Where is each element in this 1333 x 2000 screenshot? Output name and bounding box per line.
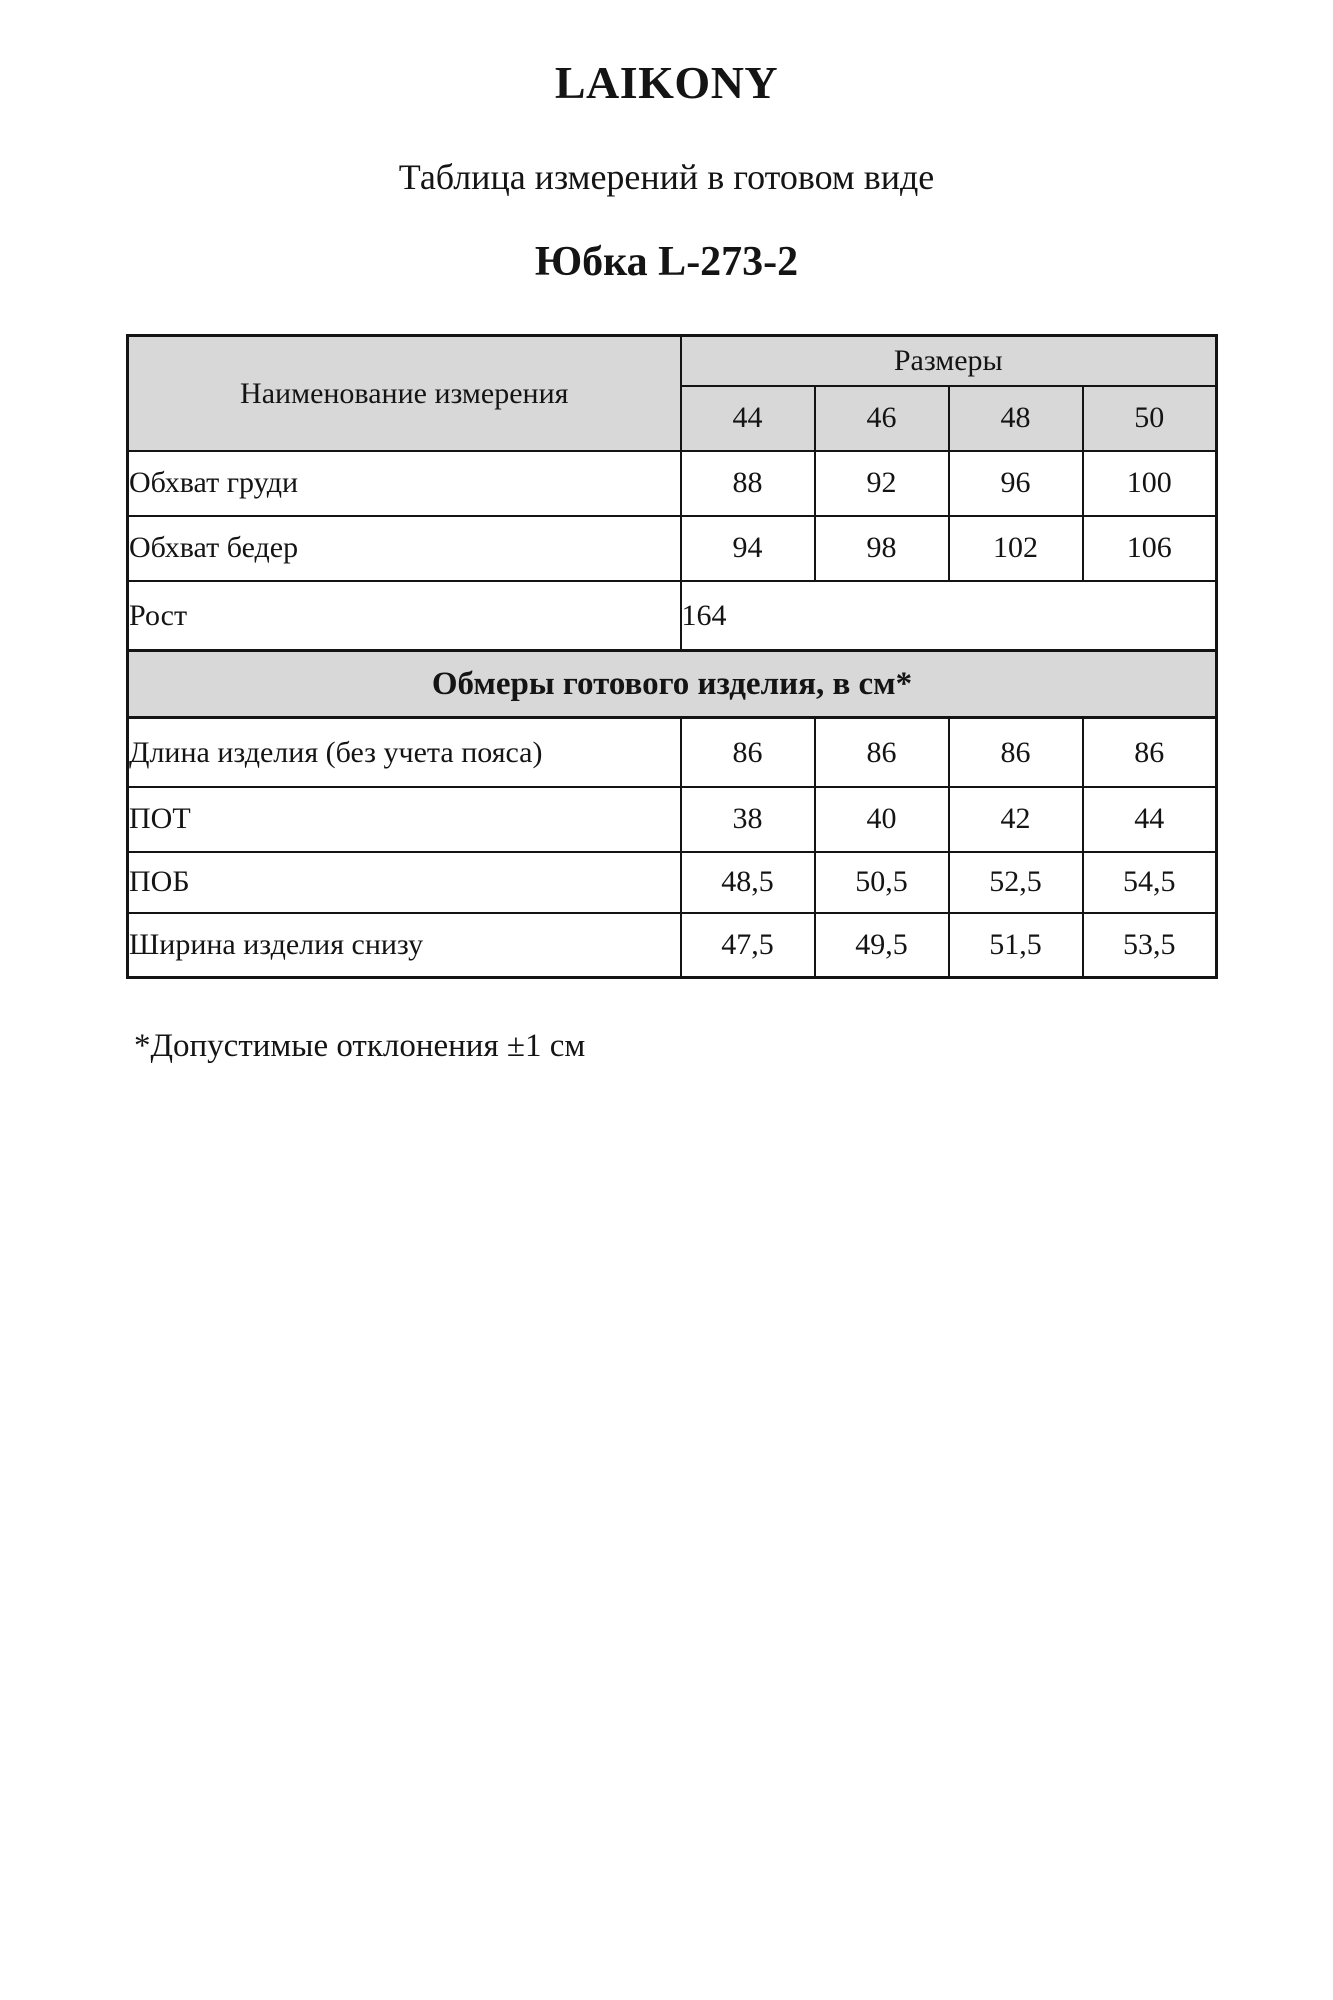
cell-value: 86 (1083, 718, 1217, 787)
cell-value: 48,5 (681, 852, 815, 913)
table-section-header-row (128, 651, 1217, 718)
document-subtitle: Таблица измерений в готовом виде (398, 156, 935, 197)
cell-value: 98 (815, 516, 949, 581)
document-header (0, 0, 1333, 286)
cell-value: 86 (681, 718, 815, 787)
cell-value: 86 (949, 718, 1083, 787)
column-header-measurement-name: Наименование измерения (128, 336, 681, 451)
row-label: Ширина изделия снизу (128, 913, 681, 978)
size-header-48: 48 (949, 386, 1083, 451)
cell-value: 38 (681, 787, 815, 852)
row-label: ПОБ (128, 852, 681, 913)
cell-value: 88 (681, 451, 815, 516)
tolerance-footnote: *Допустимые отклонения ±1 см (134, 1028, 586, 1065)
cell-value: 50,5 (815, 852, 949, 913)
row-label: ПОТ (128, 787, 681, 852)
row-label: Обхват бедер (128, 516, 681, 581)
size-table (126, 334, 1218, 979)
cell-value: 92 (815, 451, 949, 516)
cell-value: 86 (815, 718, 949, 787)
row-label: Обхват груди (128, 451, 681, 516)
cell-value: 94 (681, 516, 815, 581)
cell-value: 106 (1083, 516, 1217, 581)
table-row-hips (128, 516, 1217, 581)
cell-value: 96 (949, 451, 1083, 516)
table-row-length (128, 718, 1217, 787)
table-row-bottom-width (128, 913, 1217, 978)
brand-title: LAIKONY (554, 57, 779, 108)
row-label: Длина изделия (без учета пояса) (128, 718, 681, 787)
cell-value: 42 (949, 787, 1083, 852)
cell-value: 47,5 (681, 913, 815, 978)
cell-value: 102 (949, 516, 1083, 581)
table-row-pob (128, 852, 1217, 913)
size-header-50: 50 (1083, 386, 1217, 451)
table-row-pot (128, 787, 1217, 852)
table-row-height (128, 581, 1217, 651)
cell-value: 49,5 (815, 913, 949, 978)
cell-value: 40 (815, 787, 949, 852)
cell-value: 53,5 (1083, 913, 1217, 978)
cell-value: 51,5 (949, 913, 1083, 978)
column-header-sizes: Размеры (681, 336, 1217, 386)
cell-value-height: 164 (681, 581, 1217, 651)
section-header-finished-garment: Обмеры готового изделия, в см* (128, 651, 1217, 718)
cell-value: 52,5 (949, 852, 1083, 913)
cell-value: 54,5 (1083, 852, 1217, 913)
row-label: Рост (128, 581, 681, 651)
table-row-chest (128, 451, 1217, 516)
product-title: Юбка L-273-2 (534, 238, 799, 285)
cell-value: 44 (1083, 787, 1217, 852)
table-header-row-sizes (128, 336, 1217, 386)
size-header-46: 46 (815, 386, 949, 451)
cell-value: 100 (1083, 451, 1217, 516)
size-header-44: 44 (681, 386, 815, 451)
